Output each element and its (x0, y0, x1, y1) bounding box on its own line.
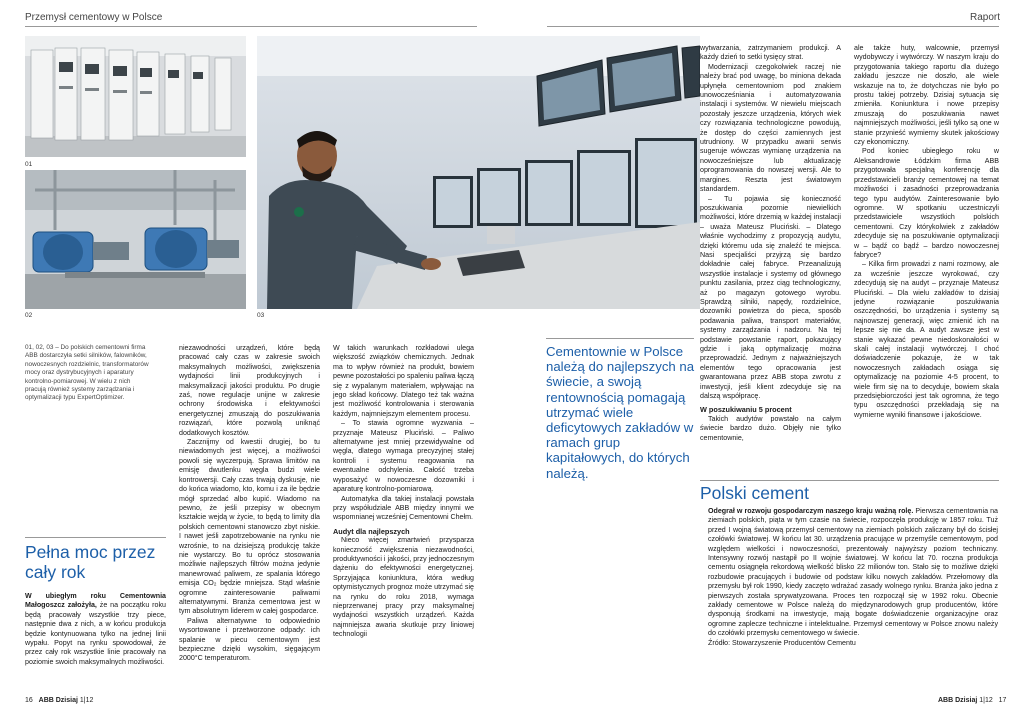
photo-control-room (257, 36, 700, 309)
text-column-2 (179, 344, 320, 664)
photo-motors (25, 170, 246, 309)
box-source: Źródło: Stowarzyszenie Producentów Cementu (708, 638, 856, 647)
paragraph: Pod koniec ubiegłego roku w Aleksandrowie Łódzkim firma ABB przygotowała specjalną konferencję dla przedstawicieli branży cementowej na temat możliwości i zasadności przeprowadzania tego typu audytów. Zainteresowanie było ogromne. W spotkaniu uczestniczyli przedstawiciele wszystkich polskich cementowni. Czy którykolwiek z zakładów zdecyduje się na poszukiwanie optymalizacji w – bądź co bądź – bardzo nowoczesnej fabryce? (854, 147, 999, 259)
paragraph: – To stawia ogromne wyzwania – przyznaje Mateusz Pluciński. – Paliwo alternatywne jest mniej przewidywalne od węgla, dlatego wymaga precyzyjnej stałej kontroli i systemu reagowania na ewentualne odchylenia. Całość trzeba wyposażyć w nowoczesne dozowniki i aparaturę kontrolno-pomiarową. (333, 419, 474, 494)
photo-switchgear (25, 36, 246, 157)
box-title: Polski cement (700, 483, 809, 503)
paragraph: W takich warunkach rozkładowi ulega większość związków chemicznych. Jednak ma to wpływ również na produkt, bowiem pewne pozostałości po spaleniu paliwa łączą się z wypalanym materiałem, wpływając na jego skład końcowy. Dlatego też tak ważna jest możliwość kontrolowania i sterowania każdym, najmniejszym elementem procesu. (333, 344, 474, 418)
box-lead: Odegrał w rozwoju gospodarczym naszego kraju ważną rolę. (708, 507, 914, 515)
page-number-right: 17 (998, 697, 1007, 704)
box-body: Pierwsza cementownia na ziemiach polskich, piąta w tym czasie na świecie, rozpoczęła produkcję w 1857 roku. Tuż przed I wojną światową przemysł cementowy na ziemiach polskich zaliczany był do ścisłej czołówki światowej. W końcu lat 30. urządzenia pracujące w przemyśle cementowym, pod względem wielkości i nowoczesności, prezentowały najwyższy poziom techniczny. Intensywny rozwój nastąpił po II wojnie światowej. W końcu lat 70. roczna produkcja cementu osiągnęła rekordową wielkość blisko 22 milionów ton. Stało się to możliwe dzięki rozbudowie pracujących i budowie od podstaw kilku nowych zakładów. Przełomowy dla przemysłu był rok 1990, kiedy zaczęto wdrażać zasady wolnego rynku. Branża jako jedna z pierwszych została sprywatyzowana. Proces ten rozpoczął się w 1992 roku. Obecnie zakłady cementowe w Polsce należą do międzynarodowych grup producentów, które dysponują środkami na inwestycje, mają bogate doświadczenie organizacyjne oraz ogromne zaplecze techniczne i intelektualne. Przemysł cementowy w Polsce znowu należy do czołówki przemysłu cementowego w świecie. (708, 507, 998, 638)
header-rule-left (25, 26, 477, 27)
left-intro-lead: W ubiegłym roku Cementownia Małogoszcz założyła, (25, 592, 166, 610)
issue-right: 1|12 (979, 697, 993, 704)
paragraph: Nieco więcej zmartwień przysparza konieczność zwiększenia niezawodności, produktywności i jakości, przy jednoczesnym dążeniu do efektywności energetycznej. Sprzyjająca koniunktura, która według optymistycznych prognoz może utrzymać się na rynku do roku 2018, wymaga nieprzerwanej pracy przy maksymalnej wydajności wszystkich urządzeń. Każda najmniejsza awaria skutkuje przy liniowej technologii (333, 536, 474, 639)
paragraph: ale także huty, walcownie, przemysł wydobywczy i wytwórczy. W naszym kraju do przygotowania takiego raportu dla dużego zakładu jeszcze nie doszło, ale wiele wskazuje na to, że dotychczas nie było po prostu takiej potrzeby. Dzisiaj sytuacja się zmieniła. Koniunktura i nowe przepisy zmuszają do poszukiwania nawet najmniejszych możliwości, jeśli tylko są one w stanie przynieść wymierny skutek jakościowy czy ekonomiczny. (854, 44, 999, 147)
subheading-5-percent: W poszukiwaniu 5 procent (700, 405, 792, 415)
paragraph: – Tu pojawia się konieczność poszukiwania pozornie niewielkich możliwości, które drzemią w każdej instalacji – uważa Mateusz Pluciński. – Dlatego właśnie wychodzimy z propozycją audytu, dzięki któremu uda się znaleźć te miejsca. Nasi specjaliści przyjrzą się bardzo dokładnie całej fabryce. Przeanalizują wszystkie instalacje i systemy od głównego punktu zasilania, przez ciąg technologiczny, aż po magazyn gotowego wyrobu. Sprawdzą silniki, napędy, rozdzielnice, dozowniki powietrza do pieca, sposób podawania paliwa, transport materiałów, systemy zarządzania i nadzoru. Na tej podstawie powstanie raport, pokazujący gdzie i jaką optymalizację można przeprowadzić. Jednym z najważniejszych elementów tego opracowania jest gwarantowana przez ABB stopa zwrotu z inwestycji, jeśli klient zdecyduje się na dalszą współpracę. (700, 194, 841, 401)
photo-caption: 01, 02, 03 – Do polskich cementowni firma ABB dostarczyła setki silników, falowników, nowoczesnych rozdzielnic, transformatorów mocy oraz dystrybucyjnych i aparatury kontrolno-pomiarowej. W wielu z nich pracują również systemy zarządzania i optymalizacji typu ExpertOptimizer. (25, 344, 149, 402)
paragraph: Modernizacji czegokolwiek raczej nie należy brać pod uwagę, bo miniona dekada upłynęła cementowniom pod znakiem unowocześniania i automatyzowania instalacji i systemów. W niewielu miejscach pozostały jeszcze urządzenia, których wiek czy rozwiązania technologiczne powodują, że dostęp do części zamiennych jest utrudniony. W przypadku awarii serwis sugeruje wówczas wymianę urządzenia na nowocześniejsze lub aktualizację oprogramowania do nowszej wersji. Ale to margines. Reszta jest światowym standardem. (700, 62, 841, 194)
box-rule (700, 480, 999, 481)
box-text (708, 507, 998, 648)
publication-name-left: ABB Dzisiaj (38, 697, 78, 704)
paragraph: wytwarzania, zatrzymaniem produkcji. A każdy dzień to setki tysięcy strat. (700, 44, 841, 62)
header-rule-right (547, 26, 999, 27)
issue-left: 1|12 (79, 697, 94, 704)
paragraph: Zacznijmy od kwestii drugiej, bo tu niewiadomych jest więcej, a możliwości powoli się wyczerpują. Sprawa limitów na emisję dwutlenku węgla budzi wiele kontrowersji. Cały czas trwają dyskusje, nie do końca wiadomo, kto, komu i za ile będzie mógł sprzedać albo kupić. Wiadomo na pewno, że jeśli przepisy w obecnym kształcie wejdą w życie, to będą to limity dla polskich cementowni stanowczo zbyt niskie. I nawet jeśli zapotrzebowanie na rynku nie wzrośnie, to na dzisiejszą produkcję także nie wystarczy. Bo tu oprócz stosowania możliwie najlepszych filtrów można jedynie manewrować paliwem, ze spalania którego emisja CO₂ będzie mniejsza. Stąd właśnie ogromne zainteresowanie paliwami alternatywnymi. Branża cementowa jest w tym absolutnym liderem w całej gospodarce. (179, 438, 320, 616)
left-intro (25, 592, 166, 667)
figure-label-03: 03 (257, 312, 265, 319)
figure-label-01: 01 (25, 161, 33, 168)
text-column-5 (854, 44, 999, 420)
figure-label-02: 02 (25, 312, 33, 319)
left-intro-text: że na początku roku będą pracowały wszystkie trzy piece, następnie dwa z nich, a w końcu produkcja będzie kontynuowana tylko na jednej linii wypału. Popyt na rynku spowodował, że przez cały rok wszystkie linie pracowały na poziomie swoich maksymalnych możliwości. (25, 601, 166, 666)
paragraph: – Kilka firm prowadzi z nami rozmowy, ale za wcześnie jeszcze wyrokować, czy zdecydują się na audyt – przyznaje Mateusz Pluciński. – Dla wielu zakładów to dzisiaj jedyne rozwiązanie poszukiwania oszczędności, bo urządzenia i systemy są najnowszej generacji, więc zmienić ich na lepsze się nie da. A audyt zawsze jest w stanie wykazać pewne niedoskonałości w skali całej instalacji wytwórczej. I choć doświadczenie pokazuje, że w tak nowoczesnych zakładach osiąga się optymalizację na poziomie 4-5 procent, to wiele firm się na to decyduje, bowiem skala przedsiębiorczości jest tak ogromna, że tego typu oszczędności przekładają się na wymierne wyniki finansowe i jakościowe. (854, 260, 999, 419)
quote-rule (546, 338, 694, 339)
section-heading-full-power: Pełna moc przez cały rok (25, 542, 156, 582)
page-number-left: 16 (25, 697, 33, 704)
paragraph: Paliwa alternatywne to odpowiednio wysortowane i przetworzone odpady: ich spalanie w piecu cementowym jest bezpieczne dzięki wysokim, sięgającym 2000°C temperaturom. (179, 616, 320, 663)
heading-rule (25, 537, 166, 538)
text-column-4 (700, 44, 841, 443)
footer-right (938, 697, 1006, 704)
running-header-right: Raport (970, 12, 1001, 23)
running-header-left: Przemysł cementowy w Polsce (25, 12, 163, 23)
subheading-audit: Audyt dla najlepszych (333, 526, 410, 536)
paragraph: Takich audytów powstało na całym świecie bardzo dużo. Objęły nie tylko cementownie, (700, 414, 841, 442)
paragraph: Automatyka dla takiej instalacji powstała przy współudziale ABB między innymi we wspomnianej wcześniej Cementowni Chełm. (333, 494, 474, 522)
paragraph: niezawodności urządzeń, które będą pracować cały czas w zakresie swoich maksymalnych możliwości, zwiększenia wydajności linii produkcyjnych i maksymalizacji jakości produktu. Po drugie zaś, nowe regulacje unijne w zakresie ochrony środowiska i efektywności energetycznej zmuszają do poszukiwania rozwiązań, które pozwolą uniknąć dodatkowych kosztów. (179, 344, 320, 437)
publication-name-right: ABB Dzisiaj (938, 697, 978, 704)
footer-left (25, 697, 93, 704)
pull-quote: Cementownie w Polsce należą do najlepszych na świecie, a swoją rentownością pomagają utrzymać wiele deficytowych zakładów w ramach grup kapitałowych, do których należą. (546, 344, 695, 481)
text-column-3 (333, 344, 474, 640)
